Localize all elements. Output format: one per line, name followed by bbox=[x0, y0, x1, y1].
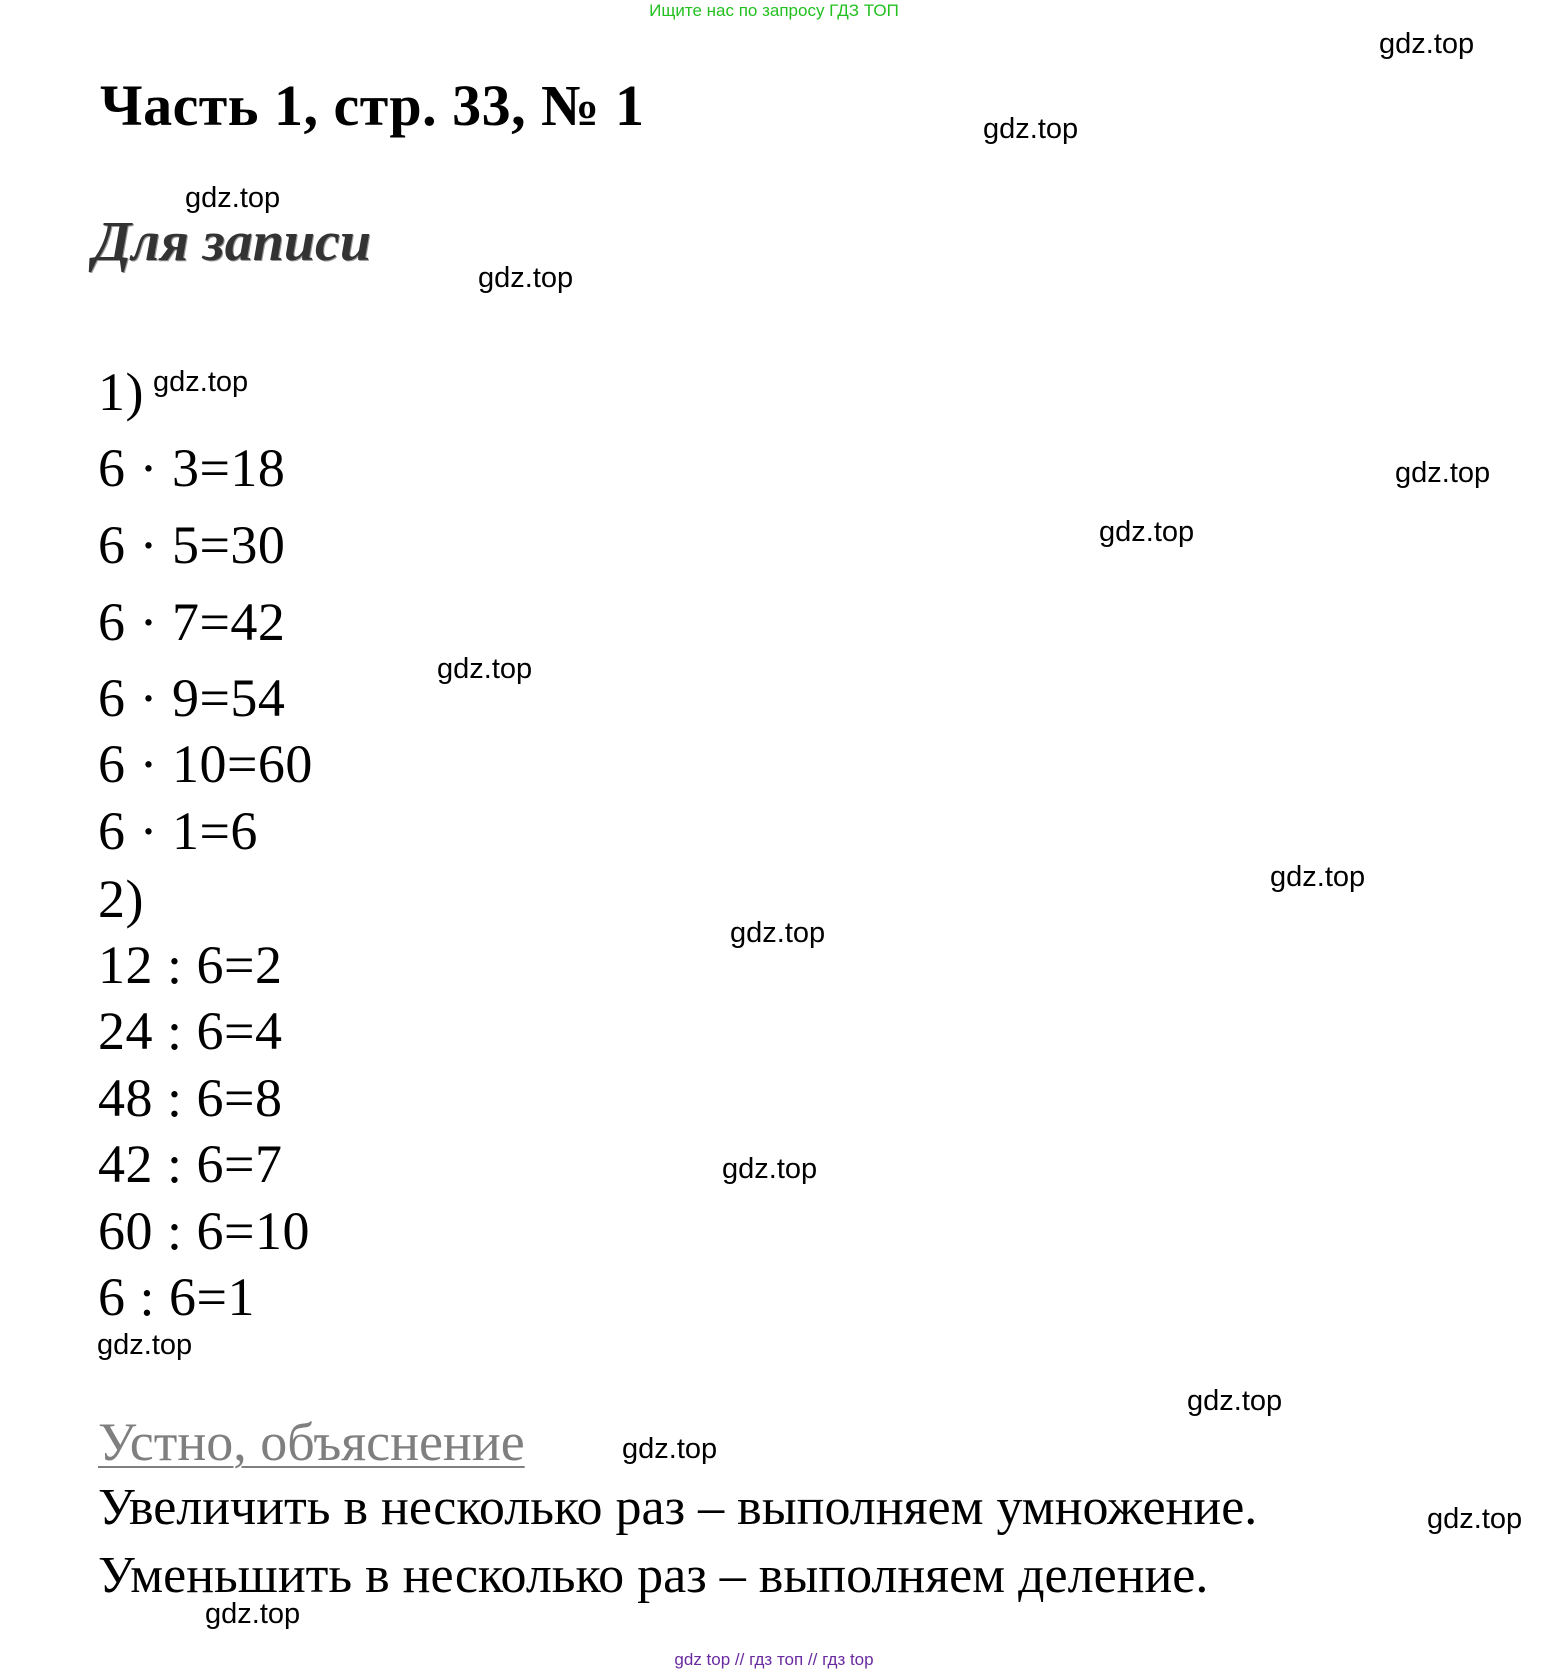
equation-line: 6 · 9=54 bbox=[98, 668, 286, 728]
section-subtitle: Для записи bbox=[93, 211, 371, 273]
watermark: gdz.top bbox=[1427, 1503, 1523, 1535]
equation-line: 6 · 10=60 bbox=[98, 734, 313, 794]
watermark: gdz.top bbox=[185, 182, 281, 214]
watermark: gdz.top bbox=[97, 1329, 193, 1361]
watermark: gdz.top bbox=[1379, 28, 1475, 60]
equation-line: 48 : 6=8 bbox=[98, 1068, 283, 1128]
equation-line: 6 : 6=1 bbox=[98, 1267, 255, 1327]
equation-line: 60 : 6=10 bbox=[98, 1201, 310, 1261]
watermark: gdz.top bbox=[1099, 516, 1195, 548]
equation-line: 24 : 6=4 bbox=[98, 1001, 283, 1061]
oral-heading: Устно, объяснение bbox=[98, 1412, 525, 1472]
rule-line: Уменьшить в несколько раз – выполняем деление. bbox=[98, 1547, 1209, 1604]
watermark: gdz.top bbox=[205, 1598, 301, 1630]
watermark: gdz.top bbox=[478, 262, 574, 294]
part1-label: 1) bbox=[98, 362, 144, 422]
watermark: gdz.top bbox=[437, 653, 533, 685]
equation-line: 6 · 1=6 bbox=[98, 801, 258, 861]
footer-text: gdz top // гдз топ // гдз top bbox=[674, 1650, 874, 1669]
equation-line: 6 · 3=18 bbox=[98, 438, 286, 498]
part2-label: 2) bbox=[98, 869, 144, 929]
top-banner: Ищите нас по запросу ГДЗ ТОП bbox=[649, 1, 899, 20]
equation-line: 6 · 7=42 bbox=[98, 592, 286, 652]
watermark: gdz.top bbox=[1395, 457, 1491, 489]
watermark: gdz.top bbox=[722, 1153, 818, 1185]
equation-line: 12 : 6=2 bbox=[98, 935, 283, 995]
watermark: gdz.top bbox=[622, 1433, 718, 1465]
watermark: gdz.top bbox=[730, 917, 826, 949]
watermark: gdz.top bbox=[983, 113, 1079, 145]
watermark: gdz.top bbox=[153, 366, 249, 398]
watermark: gdz.top bbox=[1270, 861, 1366, 893]
page-title: Часть 1, стр. 33, № 1 bbox=[100, 73, 645, 138]
watermark: gdz.top bbox=[1187, 1385, 1283, 1417]
rule-line: Увеличить в несколько раз – выполняем умножение. bbox=[98, 1479, 1258, 1536]
equation-line: 6 · 5=30 bbox=[98, 515, 286, 575]
equation-line: 42 : 6=7 bbox=[98, 1134, 283, 1194]
